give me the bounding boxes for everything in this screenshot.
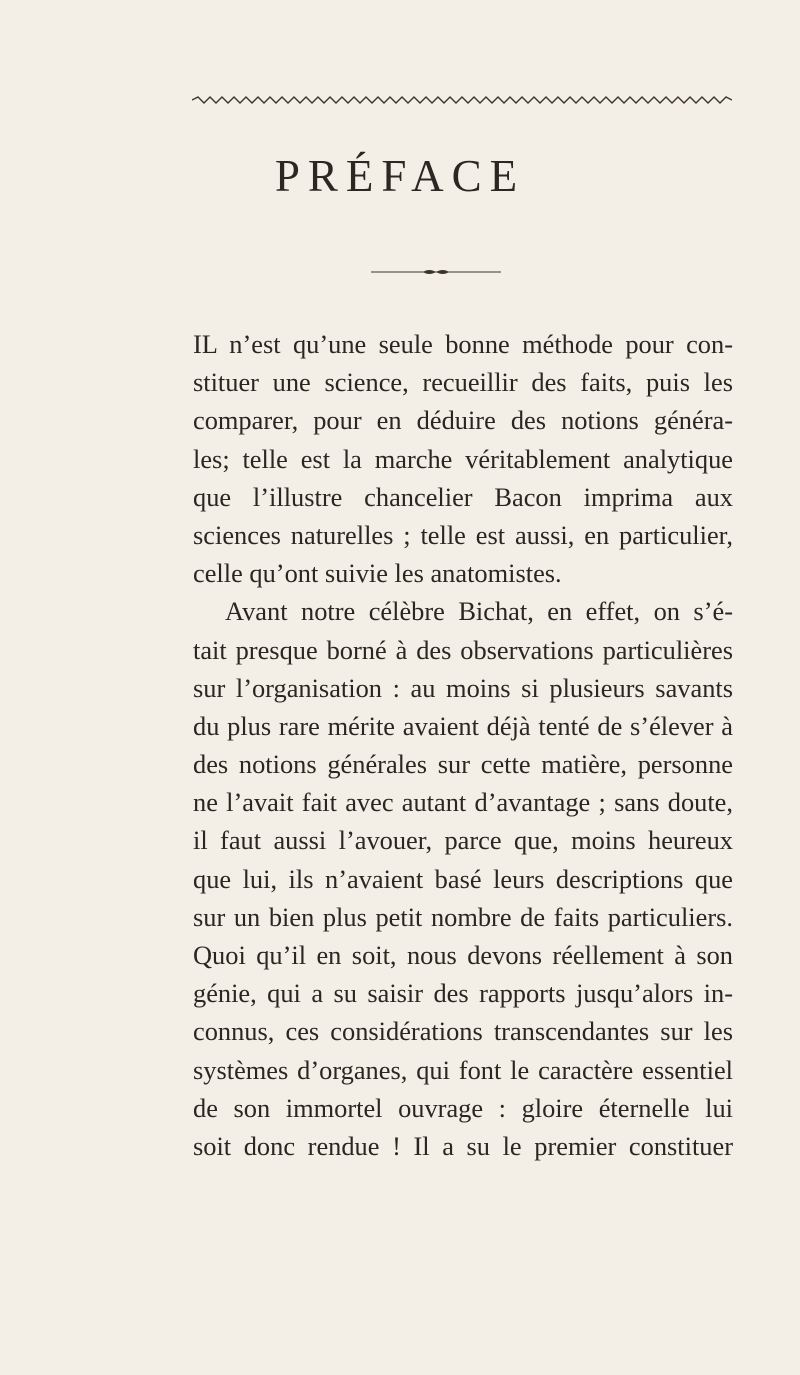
body-line: systèmes d’organes, qui font le caractère essentiel [193,1054,733,1085]
body-line: Quoi qu’il en soit, nous devons réellement à son [193,940,733,970]
body-line: connus, ces considérations transcendantes sur les [193,1016,733,1047]
body-line: celle qu’ont suivie les anatomistes. [193,558,562,589]
title-divider-ornament [371,268,501,276]
body-line: de son immortel ouvrage : gloire éternelle lui [193,1092,733,1123]
body-line: comparer, pour en déduire des notions généra- [193,405,733,436]
body-line: sur l’organisation : au moins si plusieurs savants [193,672,733,703]
body-line: des notions générales sur cette matière, personne [193,749,733,780]
body-line: il faut aussi l’avouer, parce que, moins heureux [193,825,733,856]
body-line: stituer une science, recueillir des faits, puis les [193,367,733,398]
body-line: IL n’est qu’une seule bonne méthode pour con- [193,329,733,359]
body-line: tait presque borné à des observations particulières [193,634,733,665]
body-line: du plus rare mérite avaient déjà tenté de s’élever à [193,710,733,741]
body-line: Avant notre célèbre Bichat, en effet, on s’é- [225,596,733,627]
top-ornament-rule [192,96,732,104]
body-line: les; telle est la marche véritablement analytique [193,443,733,474]
body-line: que lui, ils n’avaient basé leurs descriptions que [193,863,733,894]
preface-body [193,325,733,1165]
body-line: soit donc rendue ! Il a su le premier constituer [193,1130,733,1161]
body-line: sur un bien plus petit nombre de faits particuliers. [193,901,733,932]
body-line: ne l’avait fait avec autant d’avantage ; sans doute, [193,787,733,818]
page-title: PRÉFACE [274,151,526,201]
body-line: sciences naturelles ; telle est aussi, en particulier, [193,519,733,550]
body-line: que l’illustre chancelier Bacon imprima aux [193,481,733,512]
body-line: génie, qui a su saisir des rapports jusqu’alors in- [193,978,733,1009]
